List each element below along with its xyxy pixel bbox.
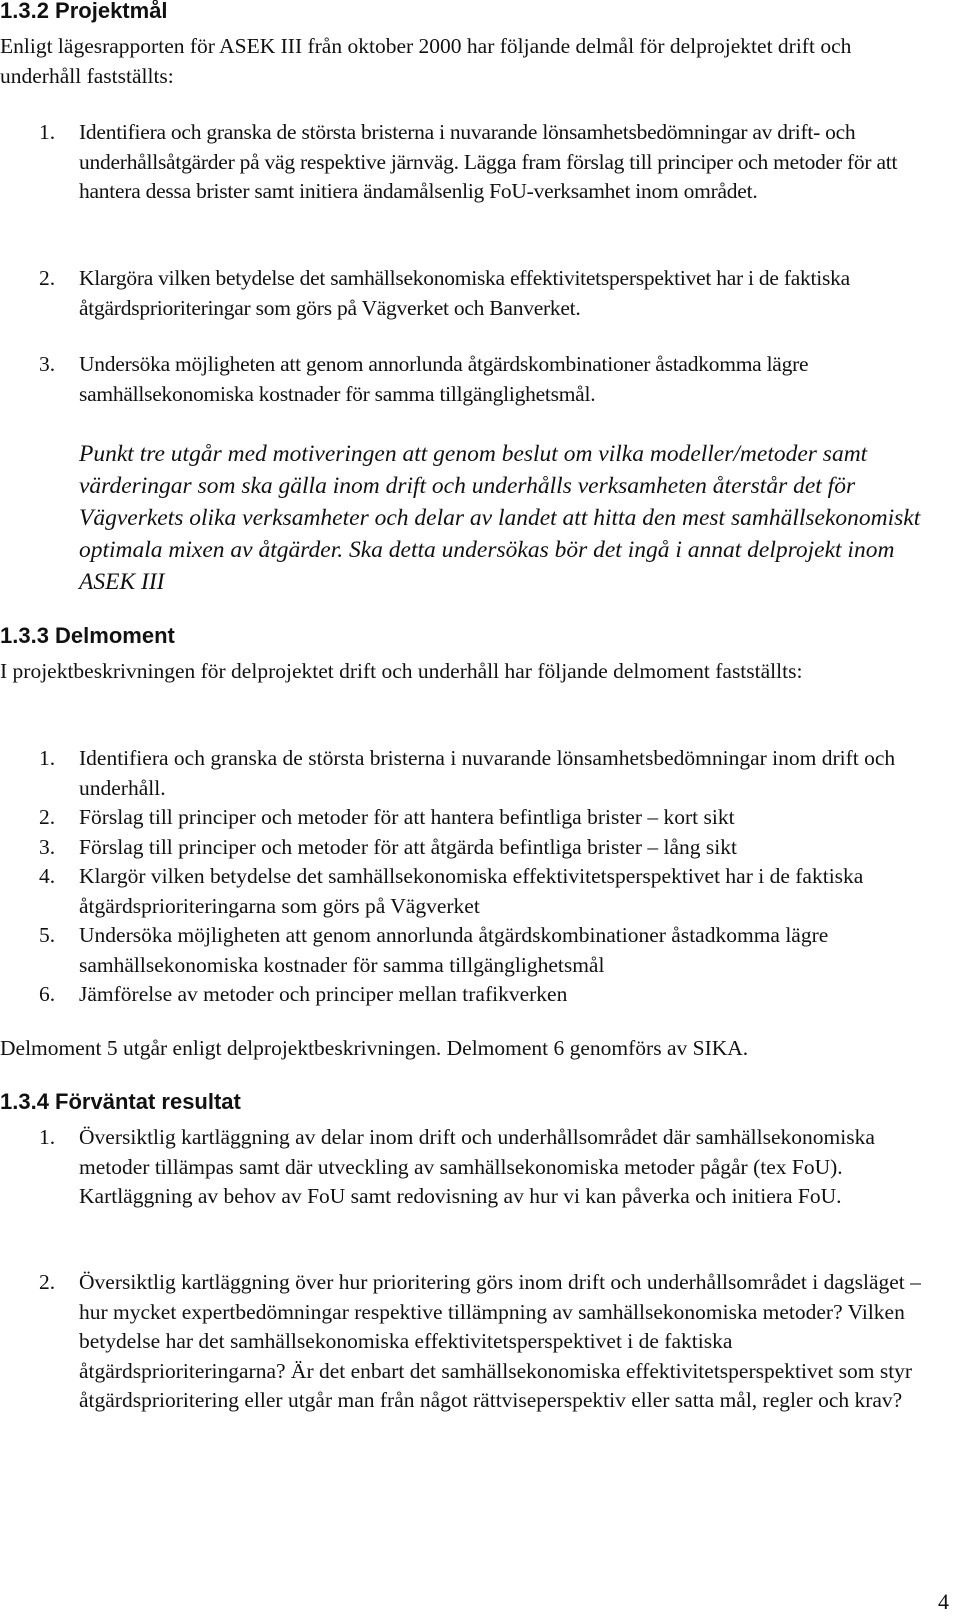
objectives-list bbox=[0, 118, 930, 207]
italic-note: Punkt tre utgår med motiveringen att genom beslut om vilka modeller/metoder samt värderingar som ska gälla inom drift och underhålls verksamheten återstår det för Vägverkets olika verksamheter och delar av landet att hitta den mest samhällsekonomiskt optimala mixen av åtgärder. Ska detta undersökas bör det ingå i annat delprojekt inom ASEK III bbox=[79, 441, 921, 595]
objectives-list-2 bbox=[0, 264, 930, 323]
section-intro-1-3-2: Enligt lägesrapporten för ASEK III från oktober 2000 har följande delmål för delprojektet drift och underhåll fastställts: bbox=[0, 34, 852, 88]
list-item: 2. Översiktlig kartläggning över hur prioritering görs inom drift och underhållsområdet i dagsläget – hur mycket expertbedömningar respektive tillämpning av samhällsekonomiska metoder? Vilken betydelse har det samhällsekonomiska effektivitetsperspektivet i de faktiska åtgärdsprioriteringarna? Är det enbart det samhällsekonomiska effektivitetsperspektivet som styr åtgärdsprioritering eller utgår man från något rättviseperspektiv eller satta mål, regler och krav? bbox=[39, 1270, 921, 1412]
list-item: 1. Översiktlig kartläggning av delar inom drift och underhållsområdet där samhällsekonomiska metoder tillämpas samt där utveckling av samhällsekonomiska metoder pågår (tex FoU). Kartläggning av behov av FoU samt redovisning av hur vi kan påverka och initiera FoU. bbox=[39, 1125, 875, 1208]
results-list-2 bbox=[0, 1268, 930, 1416]
list-item: 2. Klargöra vilken betydelse det samhällsekonomiska effektivitetsperspektivet har i de faktiska åtgärdsprioriteringar som görs på Vägverket och Banverket. bbox=[39, 266, 850, 320]
objectives-list-3 bbox=[0, 350, 930, 409]
list-item: 3. Undersöka möjligheten att genom annorlunda åtgärdskombinationer åstadkomma lägre samhällsekonomiska kostnader för samma tillgänglighetsmål. bbox=[39, 352, 809, 406]
page-number: 4 bbox=[938, 1589, 949, 1614]
list-item: 3. Förslag till principer och metoder för att åtgärda befintliga brister – lång sikt bbox=[39, 834, 737, 859]
list-item: 1. Identifiera och granska de största bristerna i nuvarande lönsamhetsbedömningar inom drift och underhåll. bbox=[39, 746, 896, 800]
subtasks-list bbox=[0, 744, 930, 1010]
section-outro-1-3-3: Delmoment 5 utgår enligt delprojektbeskrivningen. Delmoment 6 genomförs av SIKA. bbox=[0, 1036, 749, 1060]
section-heading-1-3-2: 1.3.2 Projektmål bbox=[0, 0, 168, 23]
list-item: 2. Förslag till principer och metoder för att hantera befintliga brister – kort sikt bbox=[39, 805, 735, 829]
list-item: 6. Jämförelse av metoder och principer mellan trafikverken bbox=[39, 982, 568, 1006]
section-intro-1-3-3: I projektbeskrivningen för delprojektet drift och underhåll har följande delmoment fastställts: bbox=[0, 659, 803, 683]
list-item: 5. Undersöka möjligheten att genom annorlunda åtgärdskombinationer åstadkomma lägre samhällsekonomiska kostnader för samma tillgänglighetsmål bbox=[39, 923, 829, 977]
list-item: 1. Identifiera och granska de största bristerna i nuvarande lönsamhetsbedömningar av drift- och underhållsåtgärder på väg respektive järnväg. Lägga fram förslag till principer och metoder för att hantera dessa brister samt initiera ändamålsenlig FoU-verksamhet inom området. bbox=[39, 120, 898, 203]
section-heading-1-3-4: 1.3.4 Förväntat resultat bbox=[0, 1089, 241, 1114]
results-list bbox=[0, 1123, 930, 1212]
section-heading-1-3-3: 1.3.3 Delmoment bbox=[0, 623, 175, 648]
list-item: 4. Klargör vilken betydelse det samhällsekonomiska effektivitetsperspektivet har i de faktiska åtgärdsprioriteringarna som görs på Vägverket bbox=[39, 864, 864, 918]
